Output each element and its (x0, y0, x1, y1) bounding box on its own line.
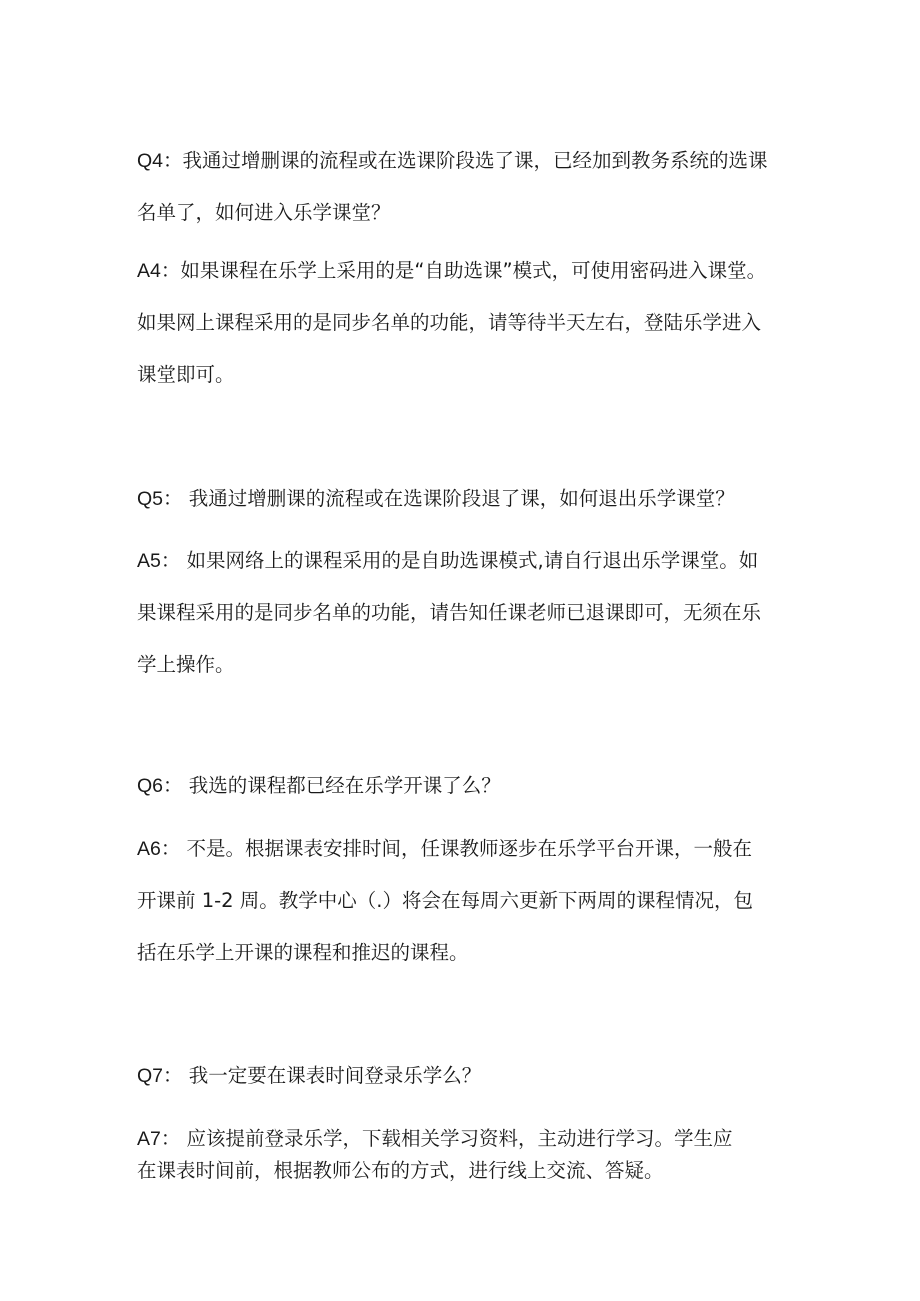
answer-5-line-1: A5： 如果网络上的课程采用的是自助选课模式,请自行退出乐学课堂。如 (137, 549, 759, 572)
answer-6-line-2: 开课前 1-2 周。教学中心（.）将会在每周六更新下两周的课程情况，包 (137, 889, 753, 912)
question-7 (137, 1050, 797, 1102)
question-4-line-2: 名单了，如何进入乐学课堂？ (137, 201, 391, 224)
question-4 (137, 135, 797, 239)
question-6-line-1: Q6： 我选的课程都已经在乐学开课了么？ (137, 774, 501, 797)
answer-4 (137, 245, 797, 401)
answer-7-line-2: 在课表时间前，根据教师公布的方式，进行线上交流、答疑。 (137, 1159, 664, 1182)
question-4-label: Q4： (137, 150, 183, 172)
answer-5 (137, 535, 797, 691)
answer-4-label: A4： (137, 260, 181, 282)
answer-4-line-3: 课堂即可。 (137, 363, 235, 386)
question-5-line-1: Q5： 我通过增删课的流程或在选课阶段退了课，如何退出乐学课堂？ (137, 487, 735, 510)
answer-7-line-1: A7： 应该提前登录乐学，下载相关学习资料，主动进行学习。学生应 (137, 1127, 733, 1150)
answer-6-line-1: A6： 不是。根据课表安排时间，任课教师逐步在乐学平台开课，一般在 (137, 837, 753, 860)
answer-6-line-3: 括在乐学上开课的课程和推迟的课程。 (137, 941, 469, 964)
question-7-line-1: Q7： 我一定要在课表时间登录乐学么？ (137, 1064, 482, 1087)
question-5-label: Q5： (137, 488, 183, 510)
question-6-label: Q6： (137, 775, 183, 797)
answer-7-label: A7： (137, 1128, 181, 1150)
answer-4-line-2: 如果网上课程采用的是同步名单的功能，请等待半天左右，登陆乐学进入 (137, 311, 762, 334)
question-7-label: Q7： (137, 1065, 183, 1087)
answer-4-line-1: A4：如果课程在乐学上采用的是“自助选课”模式，可使用密码进入课堂。 (137, 259, 767, 282)
answer-6 (137, 823, 797, 979)
answer-7 (137, 1123, 797, 1187)
question-5 (137, 473, 797, 525)
question-4-line-1: Q4：我通过增删课的流程或在选课阶段选了课，已经加到教务系统的选课 (137, 149, 768, 172)
answer-5-line-3: 学上操作。 (137, 653, 235, 676)
answer-5-line-2: 果课程采用的是同步名单的功能，请告知任课老师已退课即可，无须在乐 (137, 601, 762, 624)
answer-5-label: A5： (137, 550, 181, 572)
answer-6-label: A6： (137, 838, 181, 860)
question-6 (137, 760, 797, 812)
